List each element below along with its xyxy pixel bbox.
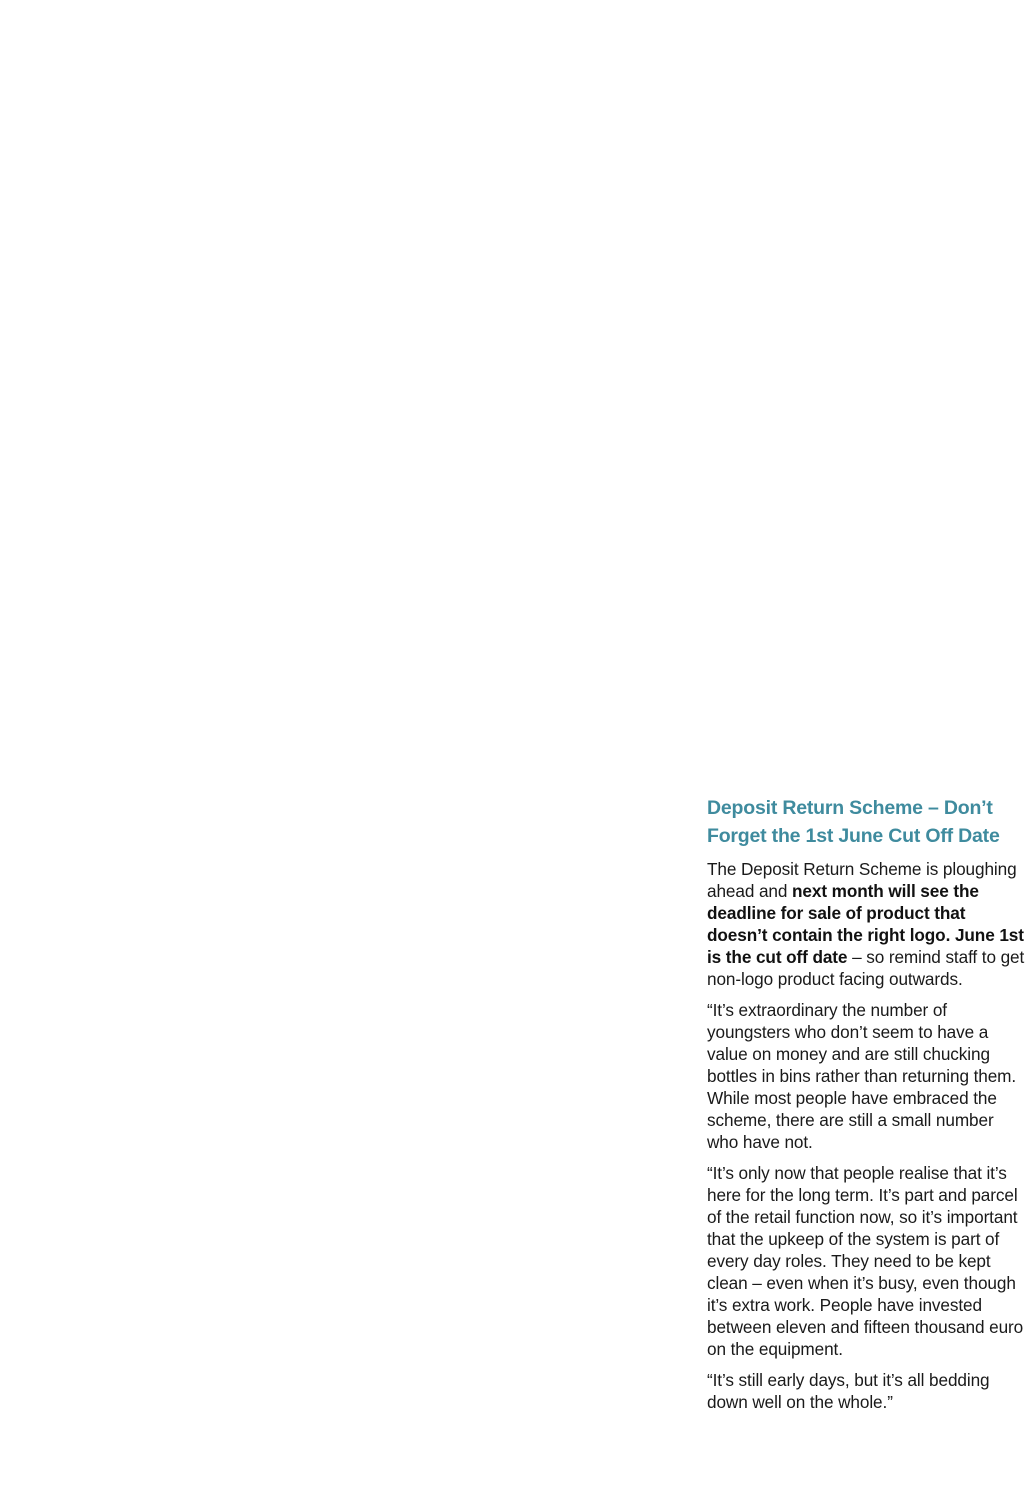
paragraph-quote-3: “It’s still early days, but it’s all bedding down well on the whole.” — [707, 1370, 990, 1412]
intro-bold-cutoff: June 1st is the cut off date — [707, 925, 1024, 967]
intro-tail-text: – so remind staff to get non-logo product facing outwards. — [707, 947, 1025, 989]
headline-line-1: Deposit Return Scheme – Don’t — [707, 797, 993, 819]
headline-line-2: Forget the 1st June Cut Off Date — [707, 825, 1000, 847]
article-column — [707, 794, 1029, 1422]
article-headline — [707, 794, 1029, 850]
paragraph-quote-2: “It’s only now that people realise that it’s here for the long term. It’s part and parcel of the retail function now, so it’s important that the upkeep of the system is part of every day roles. They need to be kept clean – even when it’s busy, even though it’s extra work. People have invested between eleven and fifteen thousand euro on the equipment. — [707, 1163, 1024, 1359]
paragraph-quote-1: “It’s extraordinary the number of youngsters who don’t seem to have a value on money and are still chucking bottles in bins rather than returning them. While most people have embraced the scheme, there are still a small number who have not. — [707, 1000, 1017, 1152]
paragraph-intro — [707, 858, 1029, 990]
intro-bold-deadline: next month will see the deadline for sale of product that doesn’t contain the right logo. — [707, 881, 979, 945]
intro-lead-text: The Deposit Return Scheme is ploughing ahead and — [707, 859, 1017, 901]
